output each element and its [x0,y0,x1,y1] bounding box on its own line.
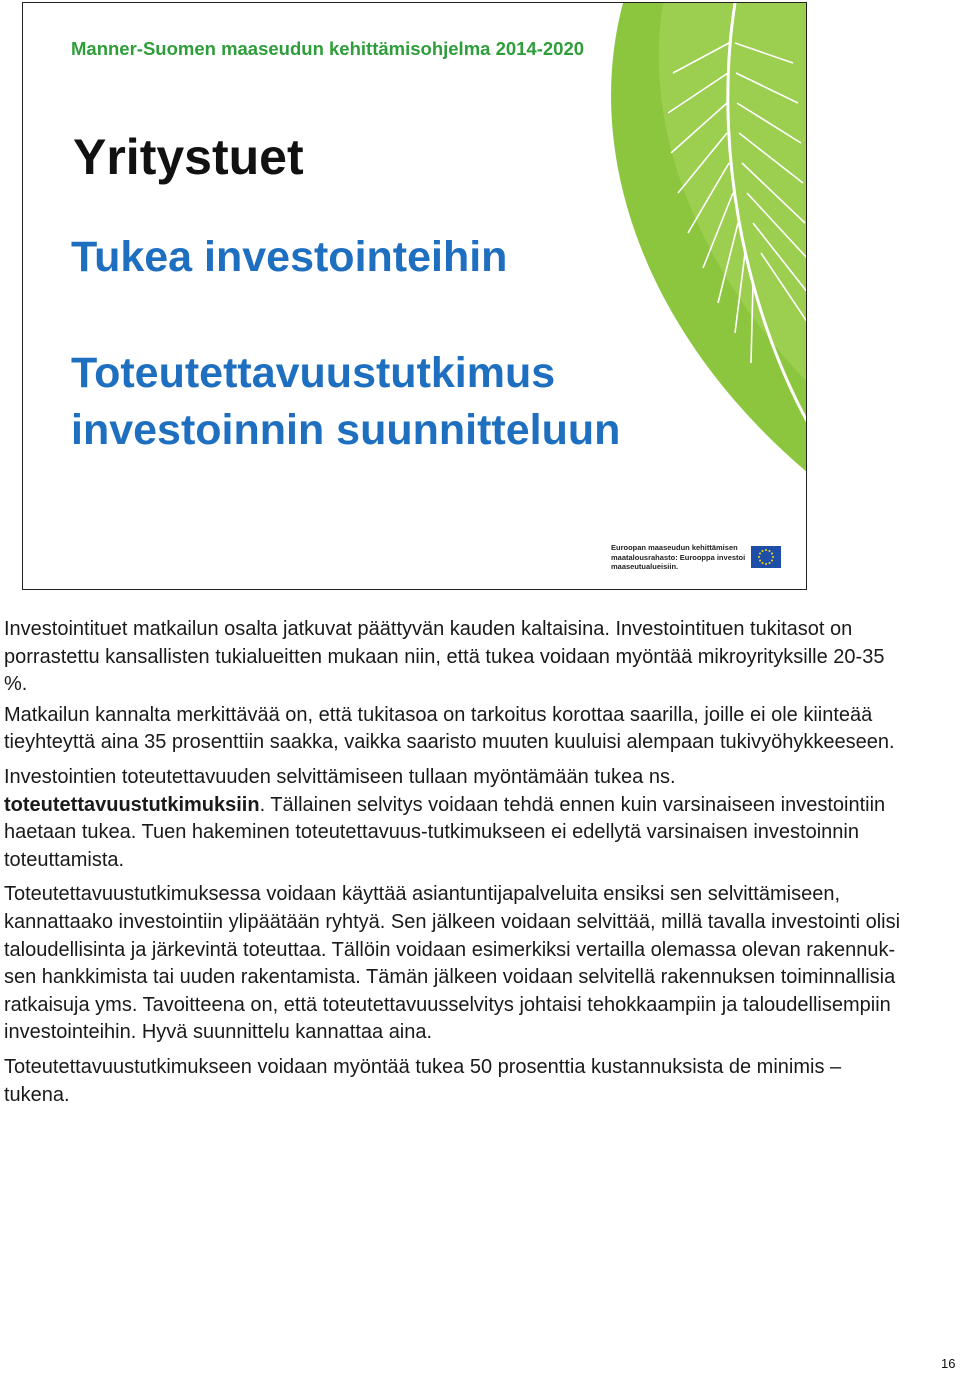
body-text [4,616,904,1116]
paragraph-feasibility-start: Investointien toteutettavuuden selvittämiseen tullaan myöntämään tukea ns. [4,765,676,788]
feasibility-studies-term: toteutettavuustutkimuksiin [4,793,260,816]
paragraph-feasibility-end: . Tällainen selvitys voidaan tehdä ennen kuin varsinaiseen investointiin haetaan tukea. Tuen hakeminen toteutettavuus-tutkimukseen ei edellytä varsinaisen investoinnin toteuttamista. [4,793,886,871]
paragraph-de-minimis: Toteutettavuustutkimukseen voidaan myöntää tukea 50 prosenttia kustannuksista de minimis –tukena. [4,1055,842,1106]
eu-flag-icon [751,546,781,568]
page-number: 16 [941,1356,956,1371]
slide-subheading-feasibility: Toteutettavuustutkimus investoinnin suunnitteluun [71,349,621,454]
slide-heading: Yritystuet [73,129,304,185]
paragraph-investment-support: Investointituet matkailun osalta jatkuvat päättyvän kauden kaltaisina. Investointituen tukitasot on porrastettu kansallisten tukialueitten mukaan niin, että tukea voidaan myöntää mikroyrityksille 20-35 %. [4,618,885,696]
slide-thumbnail [22,2,807,590]
paragraph-feasibility-studies [4,764,904,874]
leaf-graphic [23,3,807,590]
program-title: Manner-Suomen maaseudun kehittämisohjelma 2014-2020 [71,38,585,59]
paragraph-islands: Matkailun kannalta merkittävää on, että tukitasoa on tarkoitus korottaa saarilla, joille ei ole kiinteää tieyhteyttä aina 35 prosenttiin saakka, vaikka saaristo muuten kuuluisi alempaan tukivyöhykkeeseen. [4,703,895,754]
paragraph-expert-services: Toteutettavuustutkimuksessa voidaan käyttää asiantuntijapalveluita ensiksi sen selvittämiseen, kannattaako investointiin ylipäätään ryhtyä. Sen jälkeen voidaan selvittää, millä tavalla investointi olisi taloudellisinta ja järkevintä toteuttaa. Tällöin voidaan esimerkiksi vertailla olemassa olevan rakennuk-sen hankkimista tai uuden rakentamista. Tämän jälkeen voidaan selvitellä rakennuksen toiminnallisia ratkaisuja yms. Tavoitteena on, että toteutettavuusselvitys johtaisi tehokkaampiin ja taloudellisempiin investointeihin. Hyvä suunnittelu kannattaa aina. [4,883,901,1044]
slide-subheading-investments: Tukea investointeihin [71,233,508,281]
eafrd-logo-text: Euroopan maaseudun kehittämisen maatalousrahasto: Eurooppa investoi maaseutualueisiin. [611,543,746,571]
